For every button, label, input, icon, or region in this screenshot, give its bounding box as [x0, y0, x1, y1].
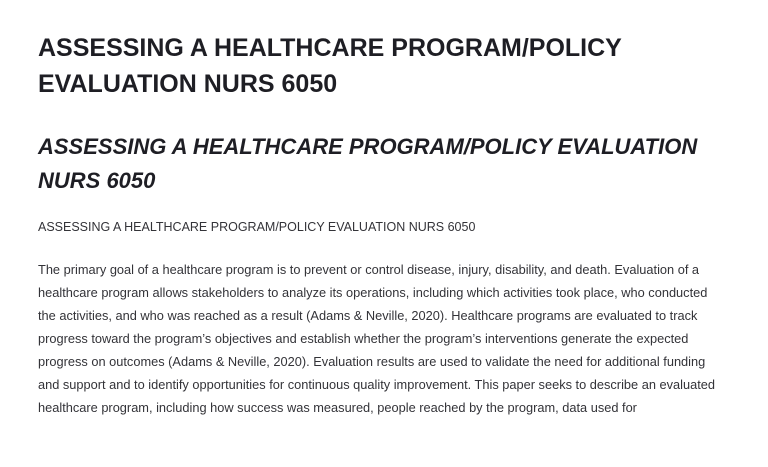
article-small-heading: ASSESSING A HEALTHCARE PROGRAM/POLICY EVALUATION NURS 6050 [38, 220, 476, 234]
article-paragraph: The primary goal of a healthcare program is to prevent or control disease, injury, disability, and death. Evaluation of a healthcare program allows stakeholders to analyze its operations, including which activities took place, who conducted the activities, and who was reached as a result (Adams & Neville, 2020). Healthcare programs are evaluated to track progress toward the program’s objectives and establish whether the program’s interventions generate the expected progress on outcomes (Adams & Neville, 2020). Evaluation results are used to validate the need for additional funding and support and to identify opportunities for continuous quality improvement. This paper seeks to describe an evaluated healthcare program, including how success was measured, people reached by the program, data used for [38, 262, 715, 415]
page-title: ASSESSING A HEALTHCARE PROGRAM/POLICY EVALUATION NURS 6050 [38, 34, 622, 98]
article-subtitle: ASSESSING A HEALTHCARE PROGRAM/POLICY EVALUATION NURS 6050 [38, 134, 698, 193]
article-content [38, 30, 738, 419]
